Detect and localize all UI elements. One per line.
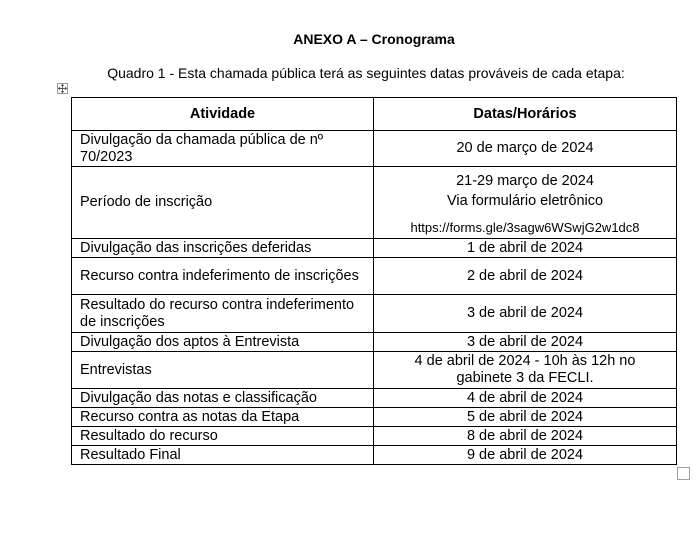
form-link[interactable]: https://forms.gle/3sagw6WSwjG2w1dc8: [410, 219, 640, 235]
date-cell[interactable]: 1 de abril de 2024: [374, 239, 677, 258]
table-caption: Quadro 1 - Esta chamada pública terá as seguintes datas prováveis de cada etapa:: [107, 65, 625, 81]
date-cell[interactable]: 9 de abril de 2024: [374, 446, 677, 465]
date-cell[interactable]: 3 de abril de 2024: [374, 295, 677, 333]
activity-cell[interactable]: Resultado Final: [72, 446, 374, 465]
date-cell[interactable]: 3 de abril de 2024: [374, 333, 677, 352]
header-activity: Atividade: [72, 98, 374, 131]
table-resize-handle[interactable]: [677, 467, 690, 480]
table-move-handle-icon[interactable]: [57, 83, 68, 94]
date-cell[interactable]: [374, 167, 677, 239]
date-cell[interactable]: 4 de abril de 2024 - 10h às 12h no gabinete 3 da FECLI.: [374, 352, 677, 389]
activity-cell[interactable]: Recurso contra as notas da Etapa: [72, 408, 374, 427]
date-text: 21-29 março de 2024: [456, 172, 594, 189]
table-row: [72, 333, 677, 352]
activity-cell[interactable]: Resultado do recurso contra indeferimento de inscrições: [72, 295, 374, 333]
table-row: [72, 295, 677, 333]
date-cell[interactable]: 4 de abril de 2024: [374, 389, 677, 408]
date-text-line2: Via formulário eletrônico: [446, 192, 604, 209]
table-row: [72, 389, 677, 408]
header-dates: Datas/Horários: [374, 98, 677, 131]
annex-title: ANEXO A – Cronograma: [293, 31, 455, 47]
date-cell[interactable]: 2 de abril de 2024: [374, 258, 677, 295]
date-cell[interactable]: 5 de abril de 2024: [374, 408, 677, 427]
date-cell[interactable]: 8 de abril de 2024: [374, 427, 677, 446]
activity-cell[interactable]: Divulgação das inscrições deferidas: [72, 239, 374, 258]
table-row: [72, 167, 677, 239]
schedule-table[interactable]: [71, 97, 677, 465]
table-row: [72, 427, 677, 446]
table-row: [72, 131, 677, 167]
activity-cell[interactable]: Entrevistas: [72, 352, 374, 389]
table-row: [72, 258, 677, 295]
table-row: [72, 239, 677, 258]
table-row: [72, 408, 677, 427]
activity-cell[interactable]: Divulgação da chamada pública de nº 70/2023: [72, 131, 374, 167]
activity-cell[interactable]: Período de inscrição: [72, 167, 374, 239]
activity-cell[interactable]: Recurso contra indeferimento de inscrições: [72, 258, 374, 295]
table-row: [72, 446, 677, 465]
activity-cell[interactable]: Divulgação das notas e classificação: [72, 389, 374, 408]
table-row: [72, 352, 677, 389]
activity-cell[interactable]: Resultado do recurso: [72, 427, 374, 446]
table-header-row: [72, 98, 677, 131]
date-cell[interactable]: 20 de março de 2024: [374, 131, 677, 167]
activity-cell[interactable]: Divulgação dos aptos à Entrevista: [72, 333, 374, 352]
